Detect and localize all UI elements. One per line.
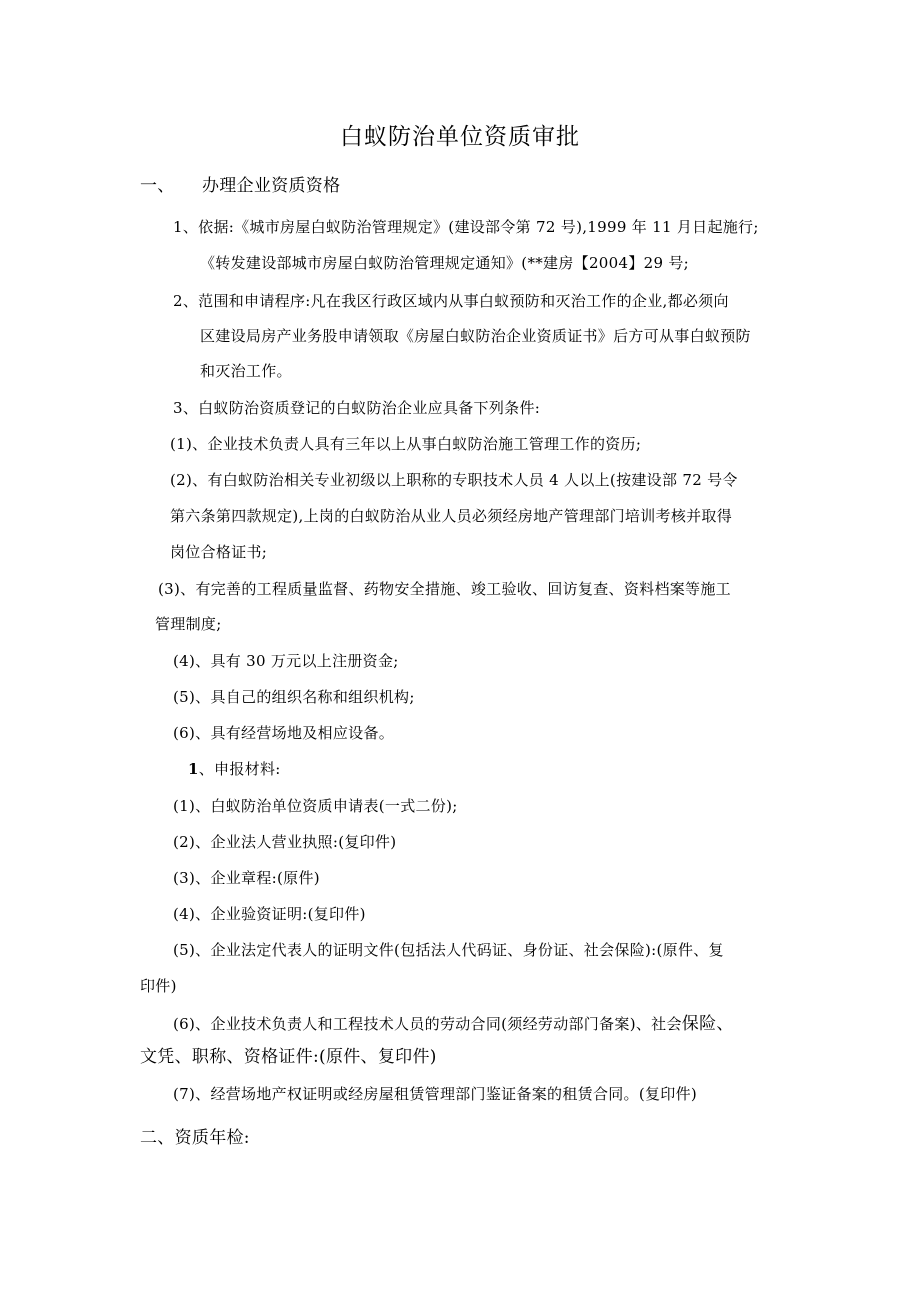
item1-line2: 《转发建设部城市房屋白蚁防治管理规定通知》(**建房【2004】29 号; [200, 254, 690, 272]
section1-heading-text: 办理企业资质资格 [202, 176, 341, 196]
condition-2-line1: (2)、有白蚁防治相关专业初级以上职称的专职技术人员 4 人以上(按建设部 72 号令 [170, 471, 738, 489]
item1-line1: 1、依据:《城市房屋白蚁防治管理规定》(建设部令第 72 号),1999 年 11 月日起施行; [173, 218, 759, 236]
section1-number: 一、 [140, 176, 175, 196]
condition-6: (6)、具有经营场地及相应设备。 [173, 724, 395, 742]
item2-line2: 区建设局房产业务股申请领取《房屋白蚁防治企业资质证书》后方可从事白蚁预防 [200, 327, 751, 345]
material-7: (7)、经营场地产权证明或经房屋租赁管理部门鉴证备案的租赁合同。(复印件) [173, 1085, 698, 1103]
material-6-line1-a: (6)、企业技术负责人和工程技术人员的劳动合同(须经劳动部门备案)、社会 [173, 1015, 682, 1033]
item2-line3: 和灭治工作。 [200, 362, 292, 380]
material-6-line2: 文凭、职称、资格证件:(原件、复印件) [140, 1047, 437, 1067]
condition-2-line2: 第六条第四款规定),上岗的白蚁防治从业人员必须经房地产管理部门培训考核并取得 [170, 507, 733, 525]
condition-1: (1)、企业技术负责人具有三年以上从事白蚁防治施工管理工作的资历; [170, 435, 642, 453]
material-3: (3)、企业章程:(原件) [173, 869, 320, 887]
materials-heading-number: 1 [188, 760, 199, 778]
condition-3-line1: (3)、有完善的工程质量监督、药物安全措施、竣工验收、回访复查、资料档案等施工 [158, 580, 731, 598]
materials-heading [188, 759, 281, 779]
material-1: (1)、白蚁防治单位资质申请表(一式二份); [173, 797, 458, 815]
condition-3-line2: 管理制度; [155, 615, 222, 633]
material-5-line2: 印件) [140, 977, 177, 995]
item3-line1: 3、白蚁防治资质登记的白蚁防治企业应具备下列条件: [173, 399, 541, 417]
condition-4: (4)、具有 30 万元以上注册资金; [173, 652, 399, 670]
document-title: 白蚁防治单位资质审批 [340, 124, 580, 150]
materials-heading-text: 、申报材料: [198, 760, 281, 778]
section1-heading [140, 174, 340, 198]
material-6-line1-b: 保险、 [681, 1014, 734, 1034]
section2-heading: 二、资质年检: [140, 1128, 250, 1148]
condition-5: (5)、具自己的组织名称和组织机构; [173, 688, 415, 706]
material-6-line1 [173, 1014, 734, 1034]
condition-2-line3: 岗位合格证书; [170, 543, 268, 561]
item2-line1: 2、范围和申请程序:凡在我区行政区域内从事白蚁预防和灭治工作的企业,都必须向 [173, 292, 729, 310]
material-5-line1: (5)、企业法定代表人的证明文件(包括法人代码证、身份证、社会保险):(原件、复 [173, 941, 724, 959]
material-4: (4)、企业验资证明:(复印件) [173, 905, 366, 923]
material-2: (2)、企业法人营业执照:(复印件) [173, 833, 397, 851]
